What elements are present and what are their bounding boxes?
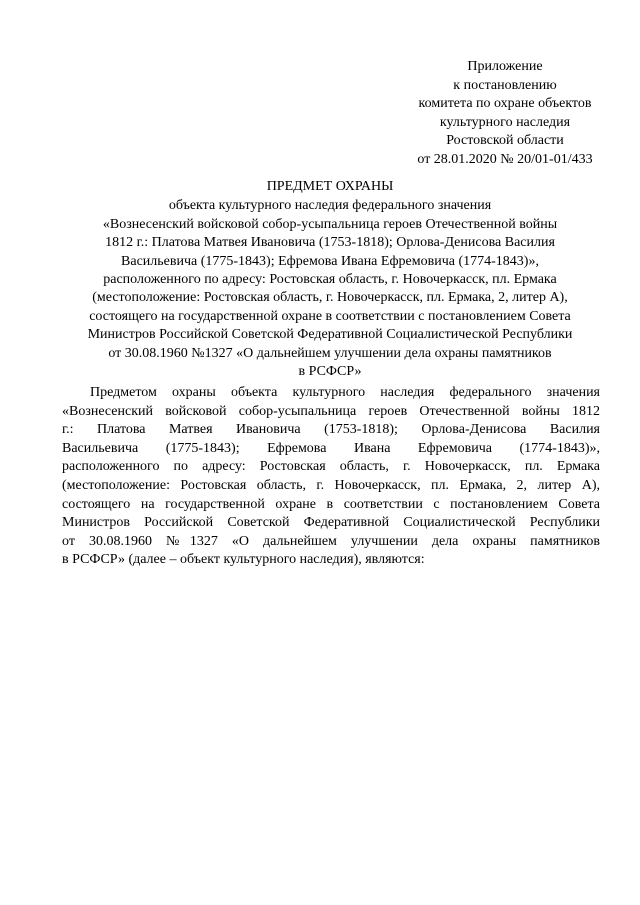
body-line: состоящего на государственной охране в соответствии с постановлением Совета (62, 496, 600, 512)
appendix-line: к постановлению (453, 77, 557, 93)
body-line: г.: Платова Матвея Ивановича (1753-1818); Орлова-Денисова Василия (62, 422, 600, 438)
heading-line: в РСФСР» (298, 364, 362, 380)
appendix-line: Ростовской области (446, 133, 564, 149)
body-line: в РСФСР» (далее – объект культурного наследия), являются: (62, 552, 425, 568)
appendix-block (380, 58, 630, 170)
body-line: от 30.08.1960 №1327 «О дальнейшем улучшении дела охраны памятников (62, 533, 600, 549)
heading-line: расположенного по адресу: Ростовская область, г. Новочеркасск, пл. Ермака (103, 272, 557, 288)
heading-line: от 30.08.1960 №1327 «О дальнейшем улучшении дела охраны памятников (108, 345, 552, 361)
heading-line: «Вознесенский войсковой собор-усыпальница героев Отечественной войны (102, 216, 558, 232)
appendix-line: от 28.01.2020 № 20/01-01/433 (417, 151, 593, 167)
body-line: Министров Российской Советской Федеративной Социалистической Республики (62, 515, 600, 531)
heading-line: 1812 г.: Платова Матвея Ивановича (1753-1818); Орлова-Денисова Василия (105, 235, 555, 251)
heading-line: Васильевича (1775-1843); Ефремова Ивана Ефремовича (1774-1843)», (121, 253, 539, 269)
heading-line: состоящего на государственной охране в соответствии с постановлением Совета (89, 308, 571, 324)
body-paragraph (62, 384, 600, 570)
appendix-line: культурного наследия (439, 114, 571, 130)
heading-line: (местоположение: Ростовская область, г. Новочеркасск, пл. Ермака, 2, литер А), (92, 290, 568, 306)
body-line: Предметом охраны объекта культурного наследия федерального значения (90, 385, 600, 400)
heading-line: объекта культурного наследия федерального значения (168, 198, 492, 214)
appendix-line: Приложение (467, 59, 543, 74)
document-heading (50, 178, 610, 381)
heading-line: Министров Российской Советской Федеративной Социалистической Республики (87, 327, 573, 343)
appendix-line: комитета по охране объектов (418, 96, 592, 112)
body-line: «Вознесенский войсковой собор-усыпальница героев Отечественной войны 1812 (62, 403, 600, 419)
document-title: ПРЕДМЕТ ОХРАНЫ (266, 179, 394, 194)
body-line: (местоположение: Ростовская область, г. Новочеркасск, пл. Ермака, 2, литер А), (62, 477, 600, 493)
body-line: Васильевича (1775-1843); Ефремова Ивана Ефремовича (1774-1843)», (62, 440, 600, 456)
body-line: расположенного по адресу: Ростовская область, г. Новочеркасск, пл. Ермака (62, 459, 600, 475)
